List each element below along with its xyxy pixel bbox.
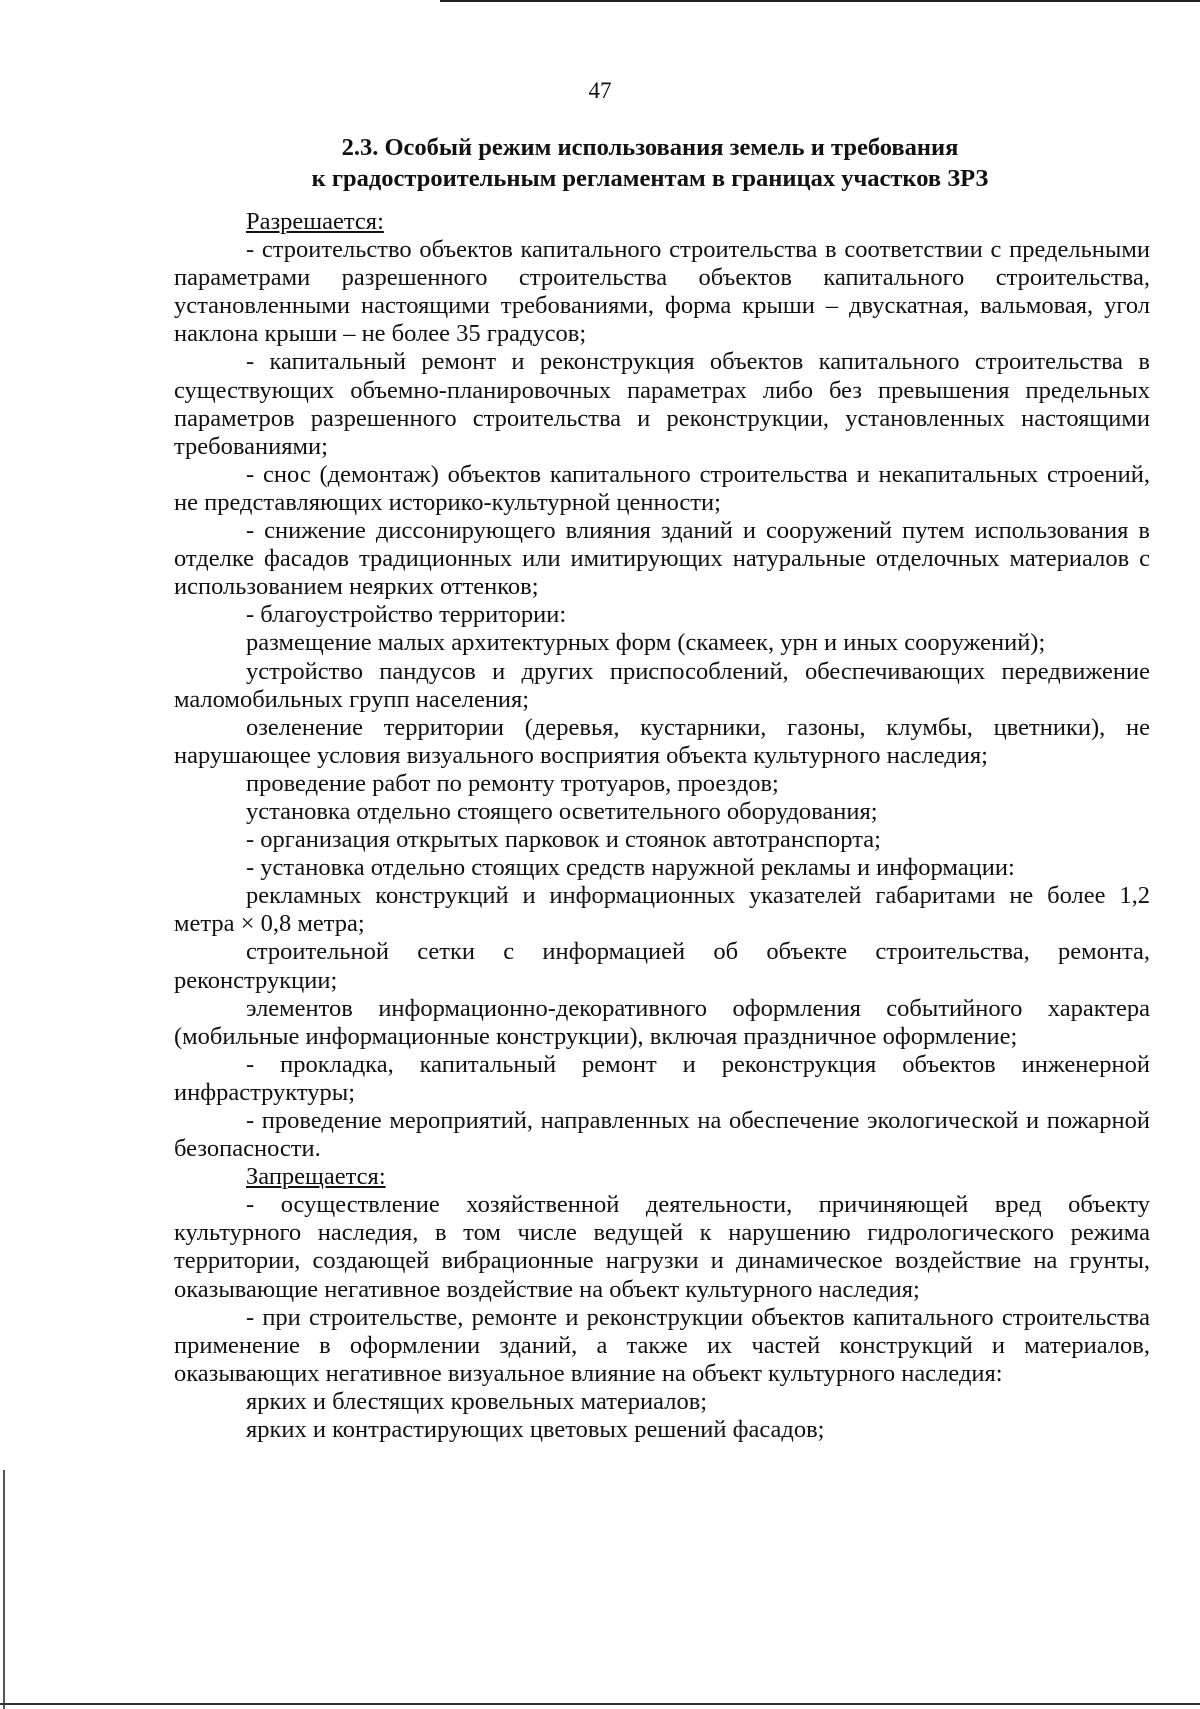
forbidden-item: ярких и контрастирующих цветовых решений фасадов; bbox=[246, 1416, 825, 1444]
allowed-heading: Разрешается: bbox=[246, 208, 384, 235]
allowed-item: - прокладка, капитальный ремонт и реконструкция объектов инженерной инфраструктуры; bbox=[174, 1050, 1150, 1106]
forbidden-heading: Запрещается: bbox=[246, 1163, 386, 1191]
allowed-item: - проведение мероприятий, направленных на обеспечение экологической и пожарной безопасности. bbox=[174, 1107, 1150, 1163]
allowed-item: строительной сетки с информацией об объекте строительства, ремонта, реконструкции; bbox=[174, 938, 1150, 994]
allowed-item: - строительство объектов капитального строительства в соответствии с предельными параметрами разрешенного строительства объектов капитального строительства, установленными настоящими требованиями, форма крыши – двускатная, вальмовая, угол наклона крыши – не более 35 градусов; bbox=[174, 236, 1150, 348]
allowed-item: элементов информационно-декоративного оформления событийного характера (мобильные информационные конструкции), включая праздничное оформление; bbox=[174, 994, 1150, 1050]
section-title-line-2: к градостроительным регламентам в границах участков ЗРЗ bbox=[311, 165, 989, 192]
allowed-item: устройство пандусов и других приспособлений, обеспечивающих передвижение маломобильных групп населения; bbox=[174, 657, 1150, 713]
allowed-item: - благоустройство территории: bbox=[246, 601, 567, 629]
forbidden-item: ярких и блестящих кровельных материалов; bbox=[246, 1387, 708, 1415]
allowed-item: - установка отдельно стоящих средств наружной рекламы и информации: bbox=[246, 854, 1015, 882]
allowed-item: - капитальный ремонт и реконструкция объектов капитального строительства в существующих объемно-планировочных параметрах либо без превышения предельных параметров разрешенного строительства и реконструкции, установленных настоящими требованиями; bbox=[174, 348, 1150, 460]
scan-edge-bottom bbox=[0, 1703, 1200, 1705]
forbidden-item: - при строительстве, ремонте и реконструкции объектов капитального строительства применение в оформлении зданий, а также их частей конструкций и материалов, оказывающих негативное визуальное влияние на объект культурного наследия: bbox=[174, 1303, 1150, 1387]
allowed-item: рекламных конструкций и информационных указателей габаритами не более 1,2 метра × 0,8 метра; bbox=[174, 882, 1150, 938]
section-title-line-1: 2.3. Особый режим использования земель и требования bbox=[341, 134, 959, 161]
scan-edge-top bbox=[440, 0, 1200, 2]
allowed-item: - снижение диссонирующего влияния зданий и сооружений путем использования в отделке фасадов традиционных или имитирующих натуральные отделочных материалов с использованием неярких оттенков; bbox=[174, 517, 1150, 601]
allowed-item: размещение малых архитектурных форм (скамеек, урн и иных сооружений); bbox=[246, 629, 1046, 657]
scan-edge-left bbox=[3, 1470, 5, 1709]
page-number: 47 bbox=[588, 78, 612, 103]
forbidden-item: - осуществление хозяйственной деятельности, причиняющей вред объекту культурного наследия, в том числе ведущей к нарушению гидрологического режима территории, создающей вибрационные нагрузки и динамическое воздействие на грунты, оказывающие негативное воздействие на объект культурного наследия; bbox=[174, 1191, 1150, 1303]
allowed-item: установка отдельно стоящего осветительного оборудования; bbox=[246, 797, 878, 825]
allowed-item: проведение работ по ремонту тротуаров, проездов; bbox=[246, 769, 779, 797]
allowed-item: - снос (демонтаж) объектов капитального строительства и некапитальных строений, не представляющих историко-культурной ценности; bbox=[174, 460, 1150, 516]
document-body bbox=[174, 208, 1150, 1444]
section-title bbox=[150, 132, 1150, 194]
allowed-item: озеленение территории (деревья, кустарники, газоны, клумбы, цветники), не нарушающее условия визуального восприятия объекта культурного наследия; bbox=[174, 713, 1150, 769]
allowed-item: - организация открытых парковок и стоянок автотранспорта; bbox=[246, 826, 881, 854]
